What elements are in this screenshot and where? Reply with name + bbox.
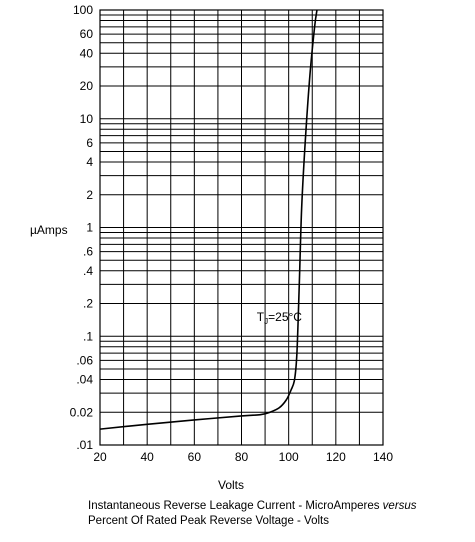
caption-versus: versus: [382, 500, 417, 512]
y-tick-label: 1: [86, 220, 93, 235]
y-tick-label: .06: [76, 353, 93, 368]
caption-line-1: [88, 499, 468, 514]
y-tick-label: .2: [82, 296, 93, 311]
annotation-subscript: J: [264, 317, 269, 327]
x-tick-label: 20: [93, 450, 107, 464]
series-line: [100, 10, 317, 429]
y-tick-label: .1: [82, 329, 93, 344]
y-tick-label: 0.02: [69, 405, 93, 420]
x-tick-label: 120: [325, 450, 346, 464]
data-curve-group: [100, 10, 317, 429]
y-tick-label: 2: [86, 187, 93, 202]
annotation-rest: =25°C: [268, 310, 302, 325]
x-tick-label: 80: [234, 450, 249, 464]
x-tick-label: 60: [187, 450, 202, 464]
annotation-t: T: [256, 310, 265, 325]
x-tick-label: 40: [140, 450, 154, 464]
x-tick-labels: [93, 450, 393, 464]
x-tick-label: 140: [372, 450, 394, 464]
y-tick-labels: [70, 3, 94, 452]
x-axis-label: Volts: [218, 478, 245, 492]
y-tick-label: 40: [79, 46, 93, 61]
y-tick-label: 10: [79, 111, 93, 126]
grid: [100, 10, 383, 445]
y-tick-label: 4: [86, 155, 93, 170]
chart-caption: [88, 499, 468, 529]
y-tick-label: 6: [86, 135, 93, 150]
caption-line-2: Percent Of Rated Peak Reverse Voltage - Volts: [88, 515, 329, 527]
y-tick-label: 60: [79, 27, 93, 42]
y-tick-label: .01: [76, 438, 93, 452]
y-tick-label: 20: [79, 79, 93, 94]
x-tick-label: 100: [278, 450, 299, 464]
caption-line-1-text: Instantaneous Reverse Leakage Current - MicroAmperes: [88, 500, 383, 512]
y-tick-label: .6: [82, 244, 93, 259]
y-tick-label: .04: [76, 372, 93, 387]
y-tick-label: 100: [72, 3, 93, 17]
temperature-annotation: [257, 310, 302, 326]
y-axis-label: µAmps: [30, 223, 68, 237]
y-tick-label: .4: [82, 263, 93, 278]
